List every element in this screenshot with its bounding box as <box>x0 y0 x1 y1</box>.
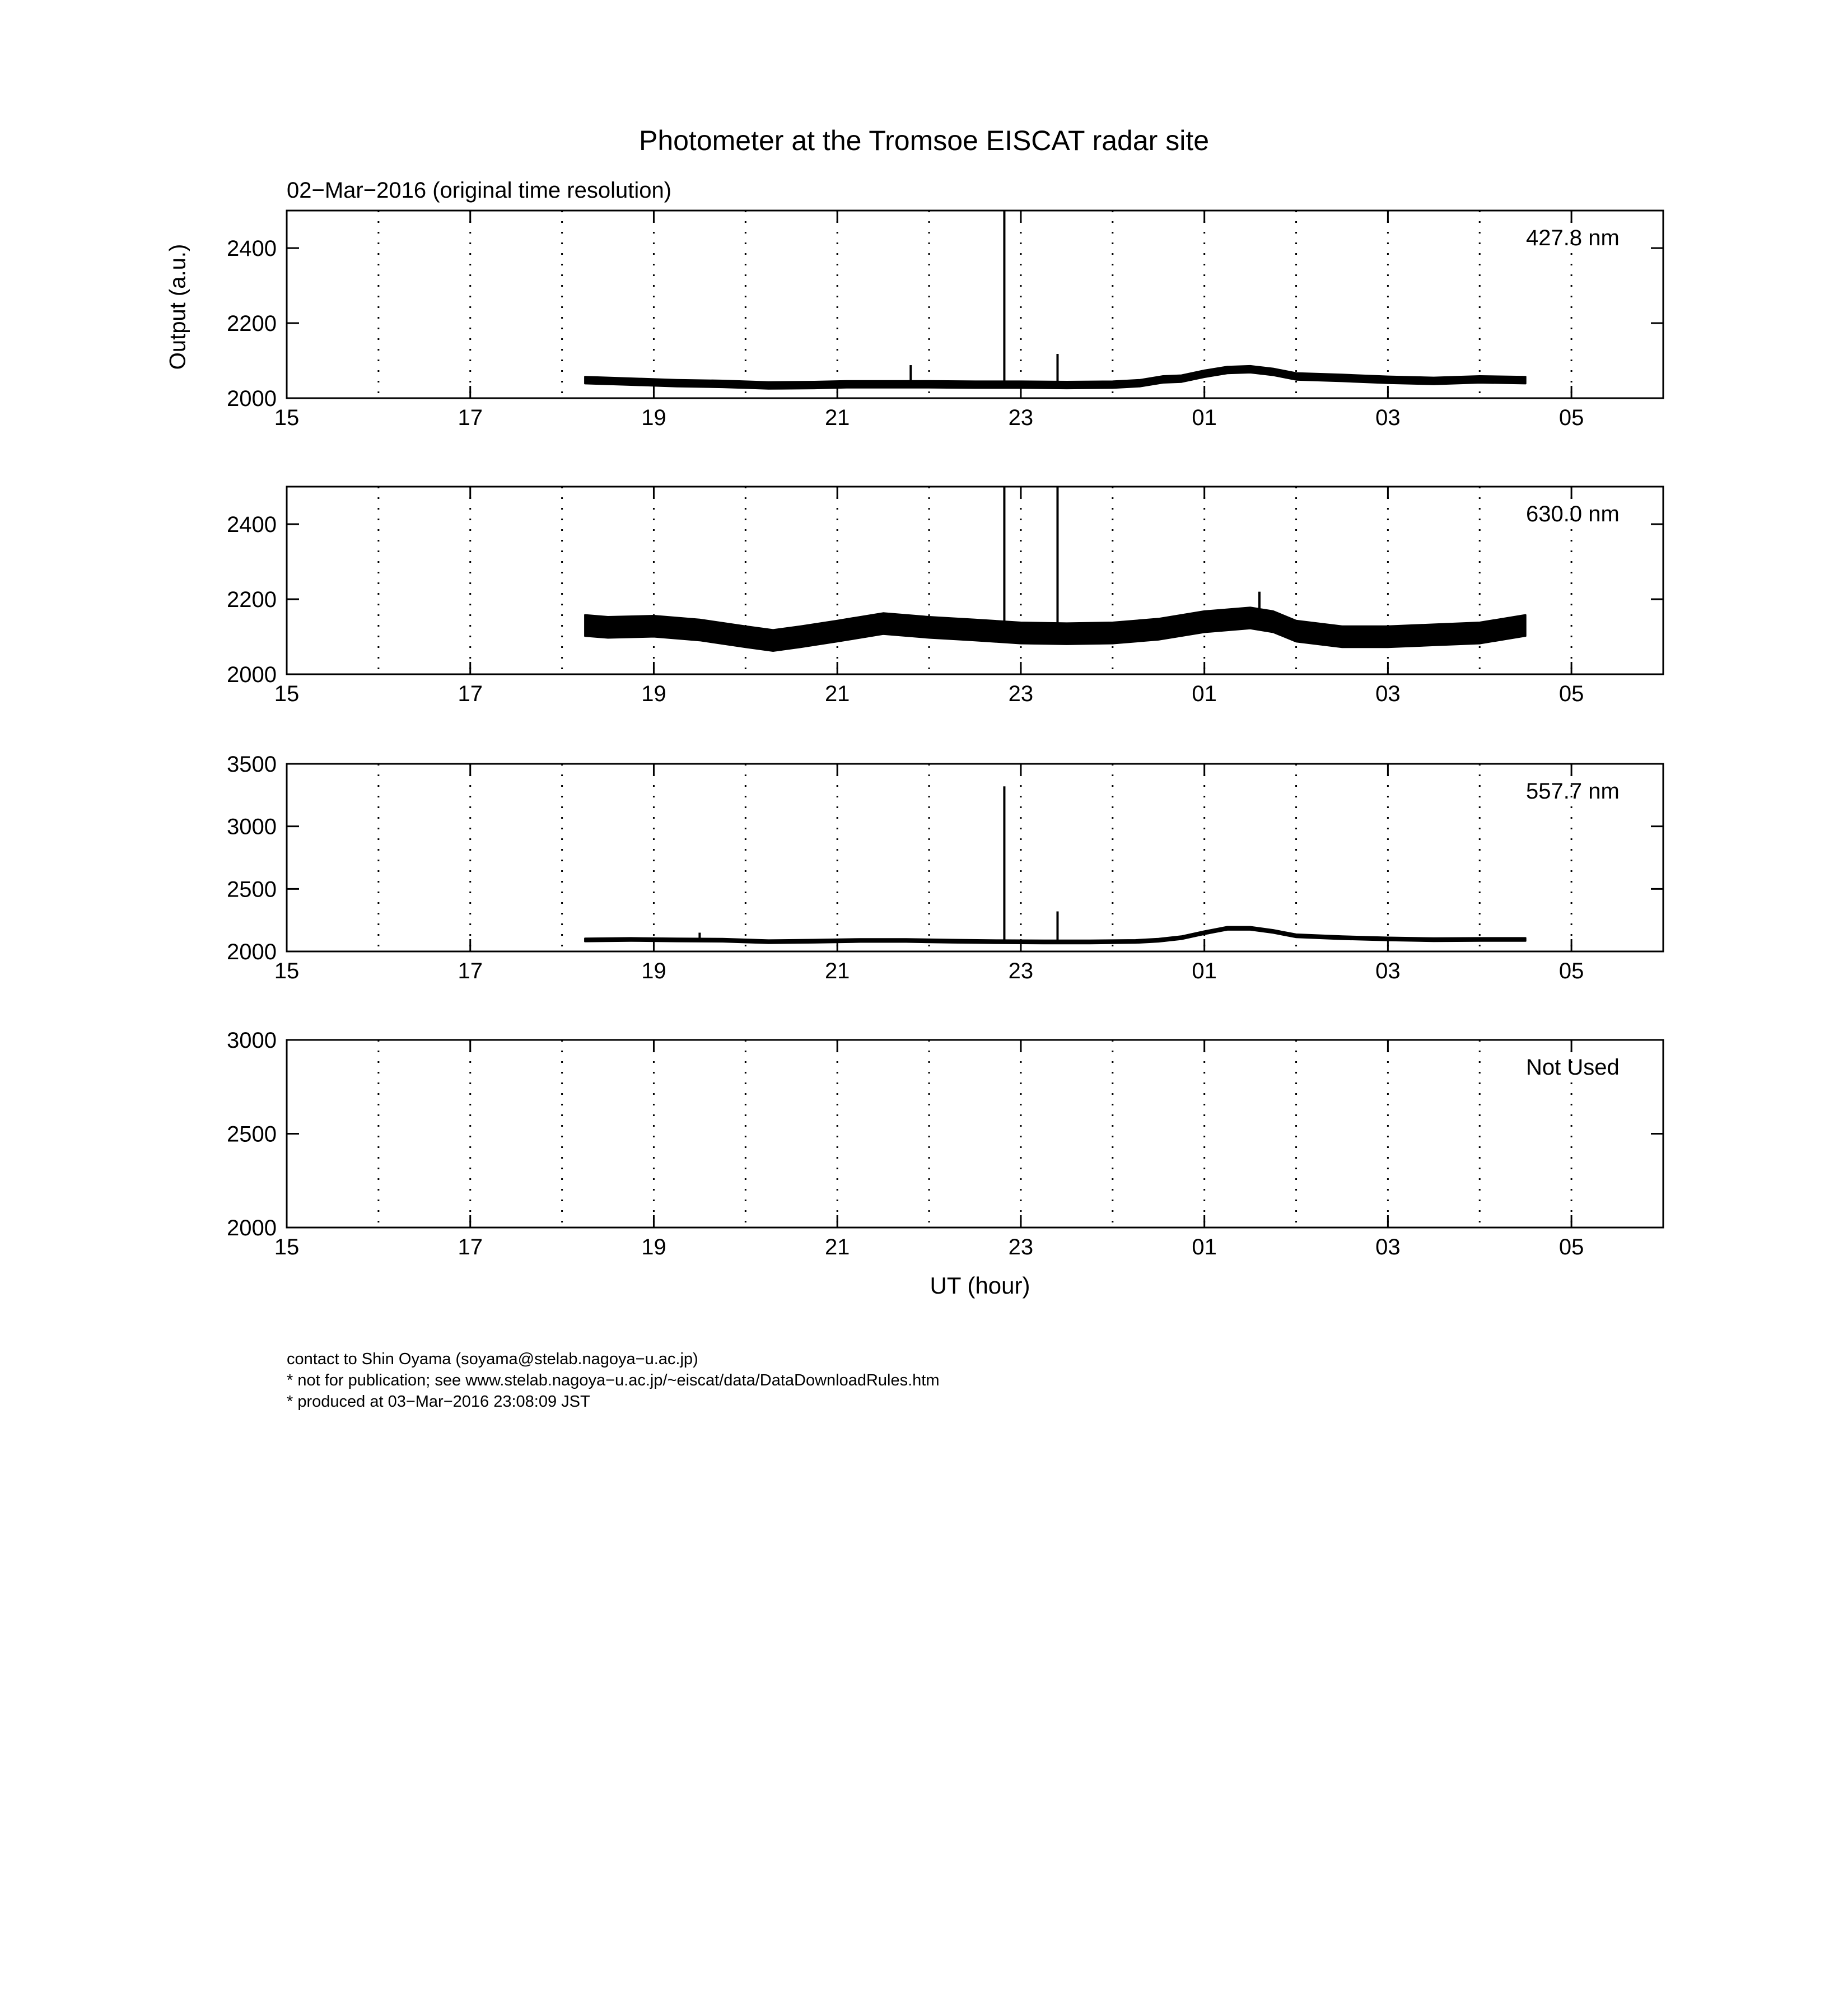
panel-4-x-tick-label: 15 <box>274 1235 300 1259</box>
footer-publication-note: * not for publication; see www.stelab.nagoya−u.ac.jp/~eiscat/data/DataDownloadRules.htm <box>287 1371 940 1389</box>
panel-2-wavelength-label: 630.0 nm <box>1526 502 1620 526</box>
panel-4-x-tick-label: 19 <box>641 1235 666 1259</box>
panel-3-x-tick-label: 01 <box>1192 959 1217 983</box>
panel-2-x-tick-label: 19 <box>641 682 666 706</box>
panel-2-x-tick-label: 15 <box>274 682 300 706</box>
panel-4-y-tick-label: 2000 <box>227 1216 277 1240</box>
panel-1-y-tick-label: 2000 <box>227 386 277 411</box>
panel-1-x-tick-label: 05 <box>1558 405 1584 430</box>
panel-2-x-tick-label: 01 <box>1192 682 1217 706</box>
footer-notes <box>287 1348 940 1412</box>
panel-3-x-tick-label: 03 <box>1375 959 1401 983</box>
panel-2-frame <box>287 487 1663 674</box>
panel-2-x-tick-label: 21 <box>824 682 850 706</box>
panel-4-x-tick-label: 21 <box>824 1235 850 1259</box>
panel-3-wavelength-label: 557.7 nm <box>1526 779 1620 804</box>
panel-2-x-tick-label: 23 <box>1008 682 1034 706</box>
panel-1-x-tick-label: 03 <box>1375 405 1401 430</box>
panel-3-x-tick-label: 23 <box>1008 959 1034 983</box>
y-axis-label: Output (a.u.) <box>165 244 190 370</box>
panel-4-x-tick-label: 17 <box>458 1235 483 1259</box>
panel-3-x-tick-label: 19 <box>641 959 666 983</box>
panel-3-y-tick-label: 3500 <box>227 752 277 777</box>
panel-2-x-tick-label: 17 <box>458 682 483 706</box>
panel-2-data-band <box>585 608 1526 651</box>
panel-3-x-tick-label: 05 <box>1558 959 1584 983</box>
panel-4-x-tick-label: 03 <box>1375 1235 1401 1259</box>
panel-1-x-tick-label: 23 <box>1008 405 1034 430</box>
panel-4-y-tick-label: 2500 <box>227 1122 277 1147</box>
panel-4-x-tick-label: 01 <box>1192 1235 1217 1259</box>
panel-2-x-tick-label: 03 <box>1375 682 1401 706</box>
chart-title: Photometer at the Tromsoe EISCAT radar site <box>638 125 1210 156</box>
panel-4-x-tick-label: 23 <box>1008 1235 1034 1259</box>
panel-1-x-tick-label: 19 <box>641 405 666 430</box>
panel-3-y-tick-label: 2500 <box>227 877 277 902</box>
chart-subtitle: 02−Mar−2016 (original time resolution) <box>287 178 672 203</box>
panel-3-x-tick-label: 15 <box>274 959 300 983</box>
panel-3-x-tick-label: 21 <box>824 959 850 983</box>
panel-3-y-tick-label: 2000 <box>227 940 277 964</box>
panel-4-wavelength-label: Not Used <box>1526 1055 1620 1080</box>
panel-1-x-tick-label: 15 <box>274 405 300 430</box>
panel-2-y-tick-label: 2200 <box>227 587 277 612</box>
panel-4-y-tick-label: 3000 <box>227 1028 277 1053</box>
panel-1-frame <box>287 211 1663 398</box>
panel-2-y-tick-label: 2400 <box>227 512 277 537</box>
panel-1-y-tick-label: 2200 <box>227 311 277 336</box>
panel-3-y-tick-label: 3000 <box>227 814 277 839</box>
x-axis-label: UT (hour) <box>930 1272 1030 1299</box>
panel-1-x-tick-label: 01 <box>1192 405 1217 430</box>
panel-2-x-tick-label: 05 <box>1558 682 1584 706</box>
panel-3-x-tick-label: 17 <box>458 959 483 983</box>
footer-contact: contact to Shin Oyama (soyama@stelab.nagoya−u.ac.jp) <box>287 1350 698 1368</box>
panel-1-y-tick-label: 2400 <box>227 236 277 261</box>
panel-2-y-tick-label: 2000 <box>227 662 277 687</box>
panel-4-frame <box>287 1040 1663 1228</box>
footer-produced-timestamp: * produced at 03−Mar−2016 23:08:09 JST <box>287 1393 590 1411</box>
panel-1-x-tick-label: 21 <box>824 405 850 430</box>
panel-4-x-tick-label: 05 <box>1558 1235 1584 1259</box>
panel-3-frame <box>287 764 1663 951</box>
panel-1-wavelength-label: 427.8 nm <box>1526 226 1620 250</box>
panel-1-x-tick-label: 17 <box>458 405 483 430</box>
